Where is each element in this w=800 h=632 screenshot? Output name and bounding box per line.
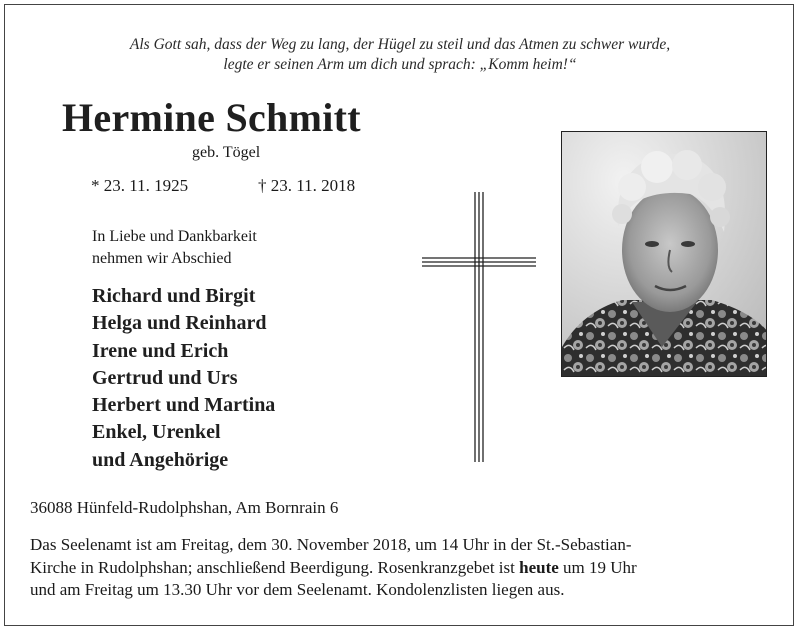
portrait-image — [562, 132, 767, 377]
quote-line-2: legte er seinen Arm um dich und sprach: „Komm heim!“ — [223, 56, 577, 73]
mourner-item: Richard und Birgit — [92, 285, 256, 307]
notice-emphasis: heute — [519, 557, 559, 577]
service-notice — [30, 534, 775, 602]
address: 36088 Hünfeld-Rudolphshan, Am Bornrain 6 — [30, 498, 339, 517]
notice-line-3: und am Freitag um 13.30 Uhr vor dem Seelenamt. Kondolenzlisten liegen aus. — [30, 580, 565, 599]
intro-line-1: In Liebe und Dankbarkeit — [92, 228, 257, 245]
mourners-list — [92, 283, 275, 474]
cross-icon — [422, 192, 536, 462]
notice-line-1: Das Seelenamt ist am Freitag, dem 30. November 2018, um 14 Uhr in der St.-Sebastian- — [30, 535, 632, 554]
mourner-item: Helga und Reinhard — [92, 312, 267, 335]
mourner-item: Herbert und Martina — [92, 394, 276, 417]
quote-line-1: Als Gott sah, dass der Weg zu lang, der Hügel zu steil und das Atmen zu schwer wurde, — [129, 36, 671, 53]
mourner-item: und Angehörige — [92, 448, 229, 471]
intro-line-2: nehmen wir Abschied — [92, 250, 232, 267]
mourner-item: Irene und Erich — [92, 339, 229, 362]
portrait-photo — [561, 131, 767, 377]
mourner-item: Gertrud und Urs — [92, 366, 238, 389]
notice-line-2-text: Kirche in Rudolphshan; anschließend Beerdigung. Rosenkranzgebet ist — [30, 557, 520, 577]
death-date: † 23. 11. 2018 — [258, 176, 356, 195]
mourner-item: Enkel, Urenkel — [92, 421, 221, 444]
notice-line-2 — [30, 557, 775, 580]
deceased-name: Hermine Schmitt — [62, 95, 361, 140]
notice-line-2-end: um 19 Uhr — [558, 557, 637, 577]
birth-name: geb. Tögel — [192, 144, 261, 161]
birth-date: * 23. 11. 1925 — [91, 176, 189, 195]
